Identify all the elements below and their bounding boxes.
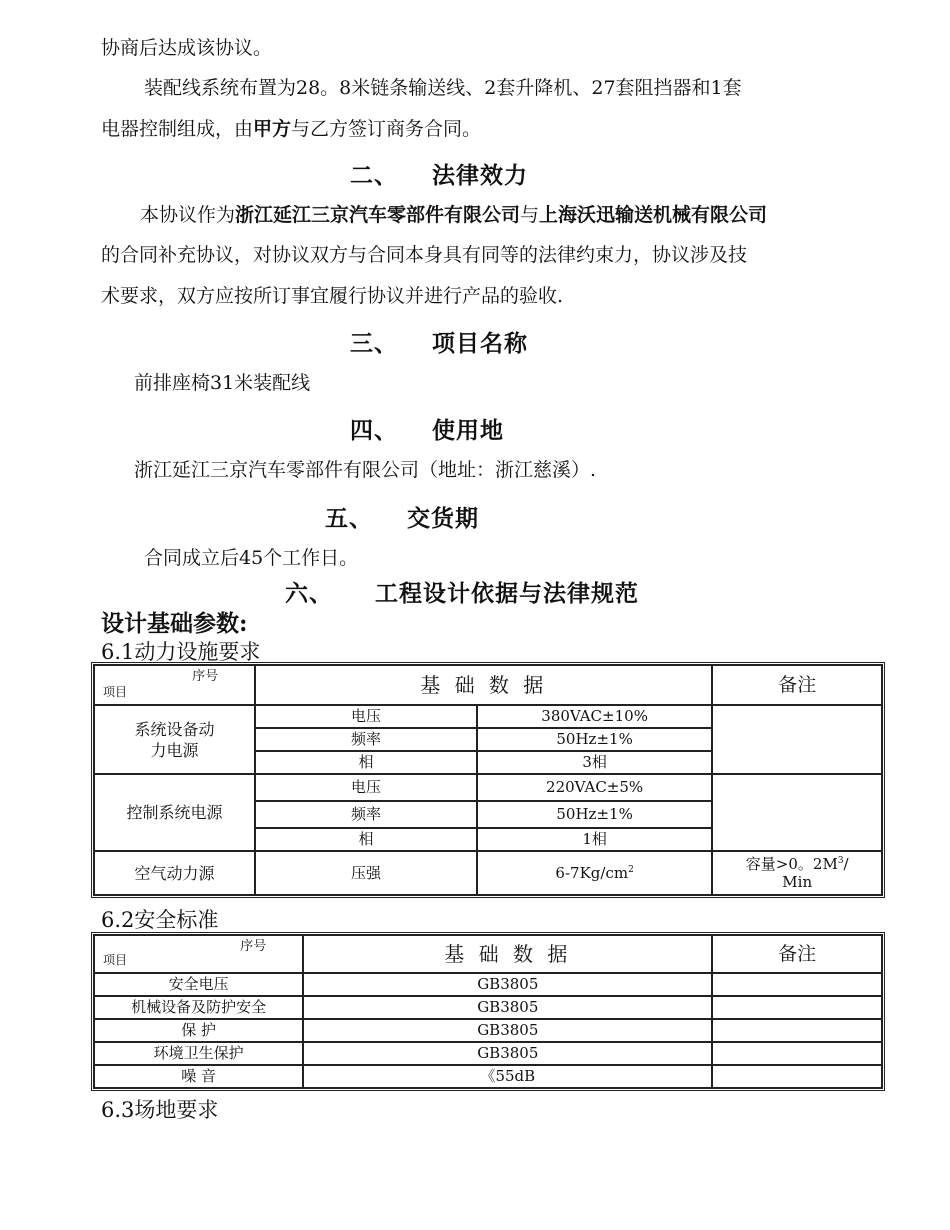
table-cell: 机械设备及防护安全 (94, 996, 303, 1019)
table-cell: 保 护 (94, 1019, 303, 1042)
group-control-power: 控制系统电源 (94, 774, 255, 851)
table-cell: 3相 (477, 751, 713, 774)
table-cell: 安全电压 (94, 973, 303, 996)
table-cell: 电压 (255, 774, 477, 801)
party-b-name: 上海沃迅输送机械有限公司 (539, 204, 768, 226)
section-heading-6: 六、 工程设计依据与法律规范 (285, 580, 639, 607)
table2-note-header: 备注 (712, 935, 882, 973)
table-cell: 《55dB (303, 1065, 712, 1088)
section-heading-5: 五、 交货期 (325, 505, 479, 532)
group-air-power: 空气动力源 (94, 851, 255, 895)
table-row (94, 1042, 882, 1065)
section-heading-2: 二、 法律效力 (350, 162, 528, 189)
table-cell-note (712, 1042, 882, 1065)
table-row (94, 996, 882, 1019)
project-name: 前排座椅31米装配线 (134, 372, 311, 394)
group-system-power: 系统设备动力电源 (94, 705, 255, 774)
table-cell: 50Hz±1% (477, 801, 713, 828)
table-cell: 压强 (255, 851, 477, 895)
design-params-heading: 设计基础参数: (101, 610, 248, 637)
table-cell: 相 (255, 751, 477, 774)
section-heading-4: 四、 使用地 (350, 417, 504, 444)
table-cell: 频率 (255, 801, 477, 828)
table-cell-note (712, 705, 882, 774)
paragraph-assembly-line: 装配线系统布置为28。8米链条输送线、2套升降机、27套阻挡器和1套 (144, 77, 742, 99)
table1-corner-header: 序号 项目 (94, 665, 255, 705)
table2-caption: 6.2安全标准 (101, 908, 219, 932)
table-cell: GB3805 (303, 1042, 712, 1065)
table-cell: 相 (255, 828, 477, 851)
table-cell-note (712, 1065, 882, 1088)
table-cell: 环境卫生保护 (94, 1042, 303, 1065)
table-cell: 频率 (255, 728, 477, 751)
table-cell-note (712, 973, 882, 996)
table-row (94, 1065, 882, 1088)
power-requirements-table (91, 662, 885, 898)
table-cell: 220VAC±5% (477, 774, 713, 801)
party-a-short: 甲方 (253, 118, 292, 140)
paragraph-legal-1: 本协议作为浙江延江三京汽车零部件有限公司与上海沃迅输送机械有限公司 (140, 204, 768, 226)
paragraph-legal-2: 的合同补充协议，对协议双方与合同本身具有同等的法律约束力，协议涉及技 (101, 244, 748, 266)
delivery-period: 合同成立后45个工作日。 (144, 547, 359, 569)
party-a-name: 浙江延江三京汽车零部件有限公司 (235, 204, 521, 226)
table-row (94, 973, 882, 996)
table-cell: 380VAC±10% (477, 705, 713, 728)
safety-standards-table (91, 932, 885, 1091)
table-cell: GB3805 (303, 1019, 712, 1042)
table-cell: 电压 (255, 705, 477, 728)
table-cell-note (712, 1019, 882, 1042)
table-cell: GB3805 (303, 996, 712, 1019)
table1-data-header: 基 础 数 据 (255, 665, 712, 705)
table-cell-pressure: $6-7Kg/cm^2$ (477, 851, 713, 895)
table-cell-note (712, 774, 882, 851)
paragraph-assembly-line-2: 电器控制组成，由甲方与乙方签订商务合同。 (101, 118, 482, 140)
table-cell: 噪 音 (94, 1065, 303, 1088)
table1-note-header: 备注 (712, 665, 882, 705)
section-6-3-heading: 6.3场地要求 (101, 1098, 219, 1122)
table-row (94, 1019, 882, 1042)
table2-data-header: 基 础 数 据 (303, 935, 712, 973)
table2-corner-header: 序号 项目 (94, 935, 303, 973)
usage-location: 浙江延江三京汽车零部件有限公司（地址：浙江慈溪）. (134, 459, 597, 481)
table-cell: GB3805 (303, 973, 712, 996)
paragraph-legal-3: 术要求，双方应按所订事宜履行协议并进行产品的验收. (101, 285, 564, 307)
section-heading-3: 三、 项目名称 (350, 330, 528, 357)
table-cell-note (712, 996, 882, 1019)
table-cell-capacity-note: 容量>0。$2M^3/$ Min (712, 851, 882, 895)
table-cell: 50Hz±1% (477, 728, 713, 751)
table-cell: 1相 (477, 828, 713, 851)
table1-caption: 6.1动力设施要求 (101, 640, 261, 664)
paragraph-continuation: 协商后达成该协议。 (101, 37, 273, 59)
